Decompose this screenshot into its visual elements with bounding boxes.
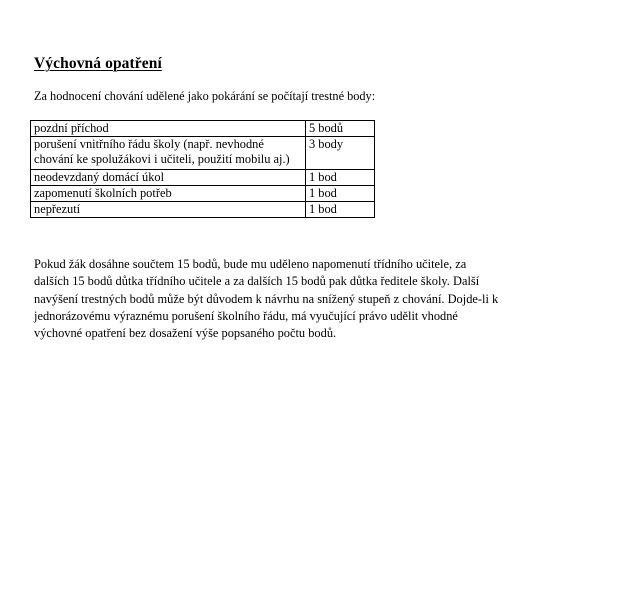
table-row bbox=[31, 202, 375, 218]
offense-cell: pozdní příchod bbox=[31, 121, 306, 137]
paragraph-line: dalších 15 bodů důtka třídního učitele a za dalších 15 bodů pak důtka ředitele školy. Další bbox=[34, 274, 480, 289]
table-row bbox=[31, 186, 375, 202]
table-row bbox=[31, 137, 375, 170]
paragraph-line: jednorázovému výraznému porušení školního řádu, má vyučující právo udělit vhodné bbox=[34, 308, 458, 323]
offense-cell: porušení vnitřního řádu školy (např. nevhodné chování ke spolužákovi i učiteli, použití mobilu aj.) bbox=[31, 137, 306, 170]
document-heading: Výchovná opatření bbox=[34, 55, 162, 72]
paragraph-line: navýšení trestných bodů může být důvodem k návrhu na snížený stupeň z chování. Dojde-li k bbox=[34, 291, 499, 306]
points-cell: 1 bod bbox=[306, 202, 375, 218]
paragraph-line: výchovné opatření bez dosažení výše popsaného počtu bodů. bbox=[34, 326, 337, 341]
offense-cell: zapomenutí školních potřeb bbox=[31, 186, 306, 202]
points-cell: 3 body bbox=[306, 137, 375, 170]
table-row bbox=[31, 170, 375, 186]
points-cell: 5 bodů bbox=[306, 121, 375, 137]
table-row bbox=[31, 121, 375, 137]
offense-cell: nepřezutí bbox=[31, 202, 306, 218]
paragraph-line: Pokud žák dosáhne součtem 15 bodů, bude mu uděleno napomenutí třídního učitele, za bbox=[34, 257, 467, 271]
points-table bbox=[30, 120, 375, 218]
rules-paragraph bbox=[34, 256, 594, 342]
points-cell: 1 bod bbox=[306, 186, 375, 202]
offense-cell: neodevzdaný domácí úkol bbox=[31, 170, 306, 186]
intro-text: Za hodnocení chování udělené jako pokárání se počítají trestné body: bbox=[34, 89, 376, 103]
points-cell: 1 bod bbox=[306, 170, 375, 186]
